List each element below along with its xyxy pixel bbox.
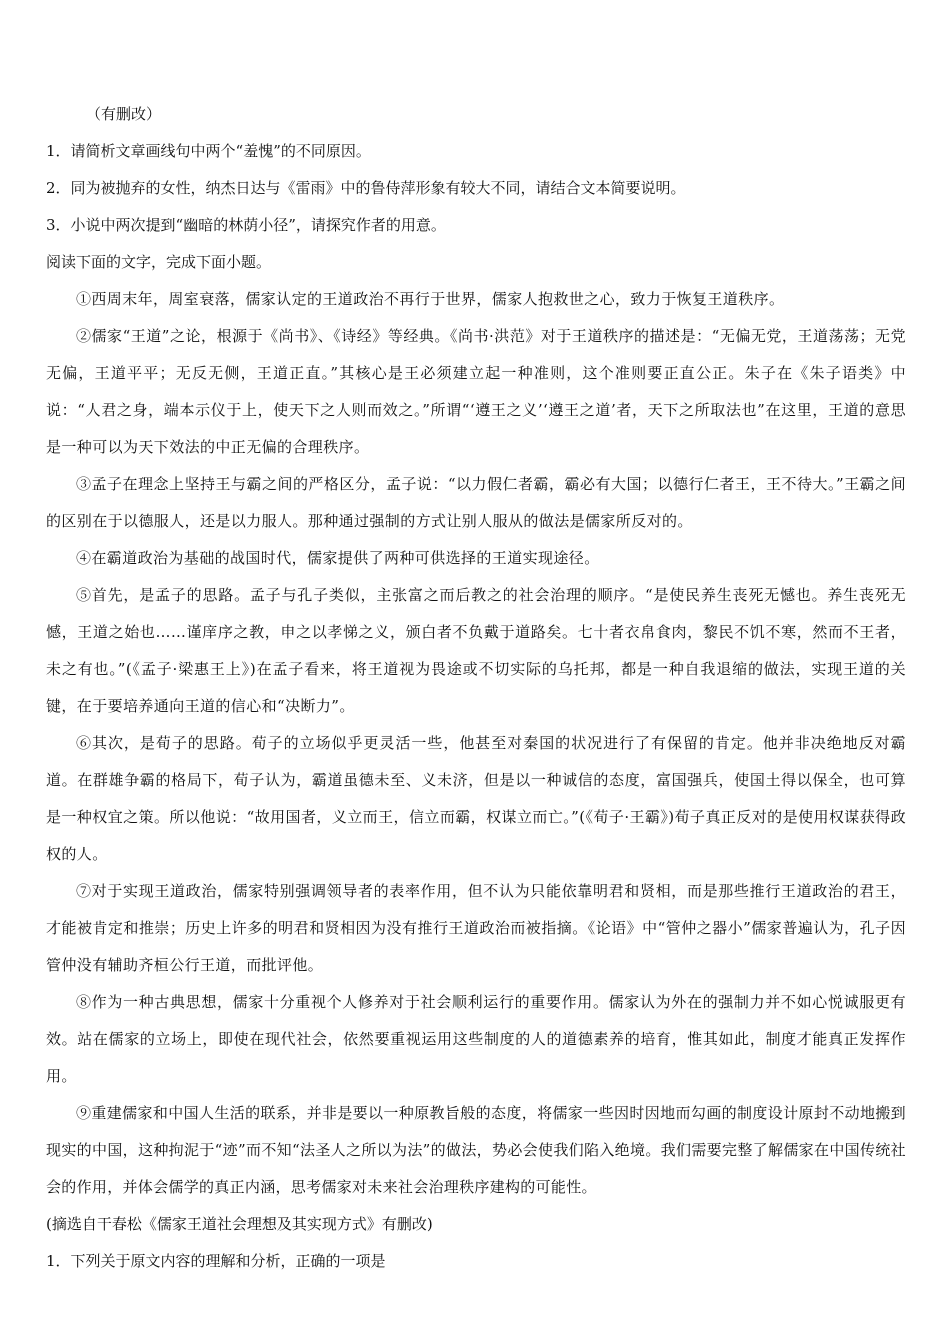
question-b-1: 1．下列关于原文内容的理解和分析，正确的一项是 — [46, 1252, 386, 1270]
question-2: 2．同为被抛弃的女性，纳杰日达与《雷雨》中的鲁侍萍形象有较大不同，请结合文本简要说明。 — [46, 179, 686, 197]
question-3: 3．小说中两次提到“幽暗的林荫小径”，请探究作者的用意。 — [46, 216, 446, 234]
paragraph-3: ③孟子在理念上坚持王与霸之间的严格区分，孟子说：“以力假仁者霸，霸必有大国；以德行仁者王，王不待大。”王霸之间的区别在于以德服人，还是以力服人。那种通过强制的方式让别人服从的做法是儒家所反对的。 — [46, 475, 906, 530]
paragraph-8: ⑧作为一种古典思想，儒家十分重视个人修养对于社会顺利运行的重要作用。儒家认为外在的强制力并不如心悦诚服更有效。站在儒家的立场上，即使在现代社会，依然要重视运用这些制度的人的道德素养的培育，惟其如此，制度才能真正发挥作用。 — [46, 993, 906, 1085]
paragraph-9: ⑨重建儒家和中国人生活的联系，并非是要以一种原教旨般的态度，将儒家一些因时因地而勾画的制度设计原封不动地搬到现实的中国，这种拘泥于“迹”而不知“法圣人之所以为法”的做法，势必会使我们陷入绝境。我们需要完整了解儒家在中国传统社会的作用，并体会儒学的真正内涵，思考儒家对未来社会治理秩序建构的可能性。 — [46, 1104, 906, 1196]
paragraph-4: ④在霸道政治为基础的战国时代，儒家提供了两种可供选择的王道实现途径。 — [76, 549, 600, 567]
document-page — [46, 96, 906, 1280]
paragraph-6: ⑥其次，是荀子的思路。荀子的立场似乎更灵活一些，他甚至对秦国的状况进行了有保留的肯定。他并非决绝地反对霸道。在群雄争霸的格局下，荀子认为，霸道虽德未至、义未济，但是以一种诚信的态度，富国强兵，使国土得以保全，也可算是一种权宜之策。所以他说：“故用国者，义立而王，信立而霸，权谋立而亡。”(《荀子·王霸》)荀子真正反对的是使用权谋获得政权的人。 — [46, 734, 906, 863]
paragraph-1: ①西周末年，周室衰落，儒家认定的王道政治不再行于世界，儒家人抱救世之心，致力于恢复王道秩序。 — [76, 290, 785, 308]
paragraph-5: ⑤首先，是孟子的思路。孟子与孔子类似，主张富之而后教之的社会治理的顺序。“是使民养生丧死无憾也。养生丧死无憾，王道之始也……谨庠序之教，申之以孝悌之义，颁白者不负戴于道路矣。七十者衣帛食肉，黎民不饥不寒，然而不王者，未之有也。”(《孟子·梁惠王上》)在孟子看来，将王道视为畏途或不切实际的乌托邦，都是一种自我退缩的做法，实现王道的关键，在于要培养通向王道的信心和“决断力”。 — [46, 586, 906, 715]
paragraph-7: ⑦对于实现王道政治，儒家特别强调领导者的表率作用，但不认为只能依靠明君和贤相，而是那些推行王道政治的君王，才能被肯定和推崇；历史上许多的明君和贤相因为没有推行王道政治而被指摘。《论语》中“管仲之器小”儒家普遍认为，孔子因管仲没有辅助齐桓公行王道，而批评他。 — [46, 882, 906, 974]
header-note: （有删改） — [86, 105, 162, 123]
source-citation: (摘选自干春松《儒家王道社会理想及其实现方式》有删改) — [46, 1215, 433, 1233]
paragraph-2: ②儒家“王道”之论，根源于《尚书》、《诗经》等经典。《尚书·洪范》对于王道秩序的描述是：“无偏无党，王道荡荡；无党无偏，王道平平；无反无侧，王道正直。”其核心是王必须建立起一种准则，这个准则要正直公正。朱子在《朱子语类》中说：“人君之身，端本示仪于上，使天下之人则而效之。”所谓“‘遵王之义’‘遵王之道’者，天下之所取法也”在这里，王道的意思是一种可以为天下效法的中正无偏的合理秩序。 — [46, 327, 906, 456]
question-1: 1．请简析文章画线句中两个“羞愧”的不同原因。 — [46, 142, 371, 160]
reading-instruction: 阅读下面的文字，完成下面小题。 — [46, 253, 272, 271]
